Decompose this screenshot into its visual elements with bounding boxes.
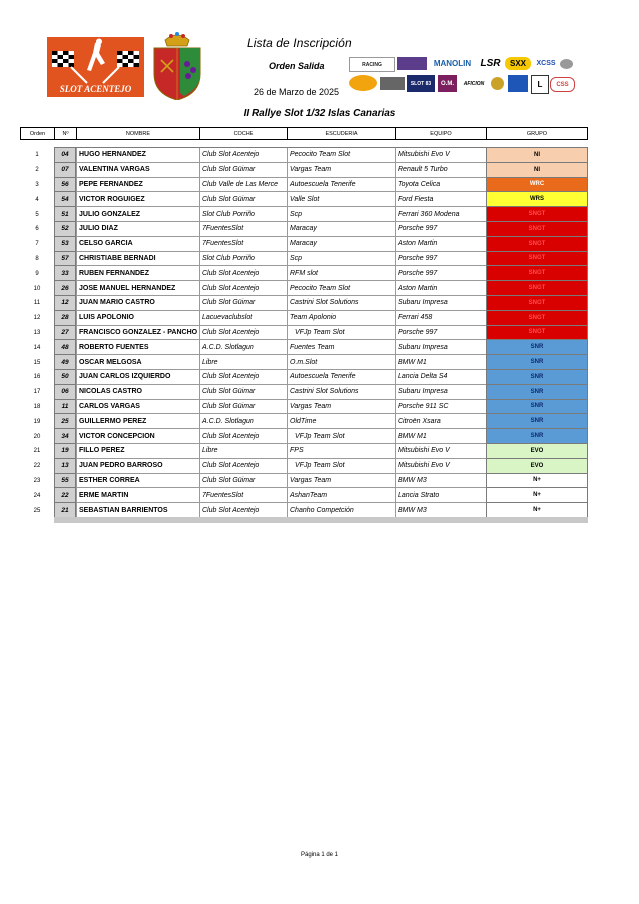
logo-text: SLOT ACENTEJO bbox=[59, 84, 132, 94]
sponsor-logo-gray bbox=[380, 77, 405, 90]
col-orden: Orden bbox=[20, 127, 54, 140]
cell-coche: Club Slot Güimar bbox=[199, 474, 287, 489]
cell-coche: Club Slot Acentejo bbox=[199, 429, 287, 444]
cell-coche: Club Slot Güimar bbox=[199, 400, 287, 415]
cell-nombre: JULIO DIAZ bbox=[76, 222, 199, 237]
cell-escuderia: Fuentes Team bbox=[287, 340, 395, 355]
table-row bbox=[0, 178, 639, 193]
cell-coche: A.C.D. Slotlagun bbox=[199, 340, 287, 355]
sponsor-logo-purple bbox=[397, 57, 427, 70]
coat-of-arms-icon bbox=[151, 30, 203, 100]
cell-orden: 23 bbox=[33, 477, 41, 484]
cell-escuderia: FPS bbox=[287, 444, 395, 459]
sponsor-logo-om bbox=[438, 75, 457, 92]
sponsor-text: O.M. bbox=[441, 80, 454, 87]
table-row bbox=[0, 222, 639, 237]
cell-coche: Libre bbox=[199, 355, 287, 370]
cell-grupo: N+ bbox=[486, 488, 588, 503]
cell-equipo: Porsche 997 bbox=[395, 326, 486, 341]
cell-equipo: Subaru Impresa bbox=[395, 296, 486, 311]
cell-orden: 12 bbox=[33, 315, 41, 322]
cell-escuderia: Maracay bbox=[287, 237, 395, 252]
cell-grupo: SNGT bbox=[486, 207, 588, 222]
event-title: II Rallye Slot 1/32 Islas Canarias bbox=[243, 108, 396, 119]
table-row bbox=[0, 474, 639, 489]
cell-num: 21 bbox=[54, 503, 76, 518]
cell-nombre: HUGO HERNANDEZ bbox=[76, 148, 199, 163]
cell-escuderia: Pecocito Team Slot bbox=[287, 281, 395, 296]
cell-nombre: NICOLAS CASTRO bbox=[76, 385, 199, 400]
cell-equipo: BMW M1 bbox=[395, 429, 486, 444]
cell-orden: 5 bbox=[35, 211, 39, 218]
cell-nombre: JULIO GONZALEZ bbox=[76, 207, 199, 222]
cell-grupo: EVO bbox=[486, 459, 588, 474]
sponsor-logo-racing bbox=[349, 57, 395, 72]
cell-num: 07 bbox=[54, 163, 76, 178]
sponsor-logo-aficion bbox=[460, 75, 488, 92]
cell-nombre: CHRISTIABE BERNADI bbox=[76, 252, 199, 267]
cell-grupo: SNGT bbox=[486, 222, 588, 237]
table-row bbox=[0, 370, 639, 385]
cell-equipo: Porsche 997 bbox=[395, 222, 486, 237]
cell-coche: 7FuentesSlot bbox=[199, 237, 287, 252]
cell-num: 19 bbox=[54, 444, 76, 459]
table-row bbox=[0, 429, 639, 444]
table-row bbox=[0, 444, 639, 459]
cell-orden: 4 bbox=[35, 196, 39, 203]
cell-nombre: VALENTINA VARGAS bbox=[76, 163, 199, 178]
cell-coche: A.C.D. Slotlagun bbox=[199, 414, 287, 429]
cell-coche: 7FuentesSlot bbox=[199, 488, 287, 503]
cell-nombre: PEPE FERNANDEZ bbox=[76, 178, 199, 193]
table-row bbox=[0, 207, 639, 222]
cell-escuderia: VFJp Team Slot bbox=[287, 326, 395, 341]
table-bottom-strip bbox=[54, 517, 588, 523]
cell-coche: Club Slot Güimar bbox=[199, 192, 287, 207]
page-subtitle: Orden Salida bbox=[269, 61, 325, 71]
sponsor-logo-slot83 bbox=[407, 75, 435, 92]
col-escuderia: ESCUDERIA bbox=[287, 127, 395, 140]
sponsor-logo-gold bbox=[491, 77, 504, 90]
cell-orden: 17 bbox=[33, 389, 41, 396]
cell-equipo: Mitsubishi Evo V bbox=[395, 444, 486, 459]
table-row bbox=[0, 503, 639, 518]
cell-grupo: SNR bbox=[486, 340, 588, 355]
cell-coche: Club Slot Acentejo bbox=[199, 459, 287, 474]
cell-equipo: Aston Martin bbox=[395, 281, 486, 296]
cell-escuderia: Autoescuela Tenerife bbox=[287, 370, 395, 385]
sponsor-logo-manolin bbox=[431, 57, 474, 70]
cell-grupo: SNGT bbox=[486, 252, 588, 267]
cell-num: 56 bbox=[54, 178, 76, 193]
cell-grupo: SNR bbox=[486, 355, 588, 370]
col-equipo: EQUIPO bbox=[395, 127, 486, 140]
cell-grupo: N+ bbox=[486, 474, 588, 489]
cell-nombre: JUAN PEDRO BARROSO bbox=[76, 459, 199, 474]
cell-nombre: JOSE MANUEL HERNANDEZ bbox=[76, 281, 199, 296]
cell-orden: 25 bbox=[33, 507, 41, 514]
cell-grupo: SNGT bbox=[486, 296, 588, 311]
cell-orden: 20 bbox=[33, 433, 41, 440]
cell-nombre: FILLO PEREZ bbox=[76, 444, 199, 459]
cell-equipo: Citroën Xsara bbox=[395, 414, 486, 429]
cell-equipo: Porsche 997 bbox=[395, 266, 486, 281]
slot-acentejo-logo bbox=[47, 37, 144, 97]
cell-num: 51 bbox=[54, 207, 76, 222]
sponsor-text: SLOT 83 bbox=[410, 80, 432, 87]
cell-equipo: Ferrari 360 Modena bbox=[395, 207, 486, 222]
cell-coche: 7FuentesSlot bbox=[199, 222, 287, 237]
cell-nombre: FRANCISCO GONZALEZ - PANCHO bbox=[76, 326, 199, 341]
cell-escuderia: VFJp Team Slot bbox=[287, 459, 395, 474]
cell-grupo: WRS bbox=[486, 192, 588, 207]
col-coche: COCHE bbox=[199, 127, 287, 140]
table-row bbox=[0, 281, 639, 296]
cell-orden: 9 bbox=[35, 270, 39, 277]
cell-orden: 1 bbox=[35, 152, 39, 159]
cell-equipo: BMW M3 bbox=[395, 474, 486, 489]
cell-escuderia: AshanTeam bbox=[287, 488, 395, 503]
cell-num: 26 bbox=[54, 281, 76, 296]
cell-orden: 8 bbox=[35, 255, 39, 262]
cell-grupo: SNR bbox=[486, 429, 588, 444]
table-row bbox=[0, 266, 639, 281]
cell-escuderia: Vargas Team bbox=[287, 400, 395, 415]
cell-coche: Club Slot Güimar bbox=[199, 163, 287, 178]
cell-coche: Club Slot Acentejo bbox=[199, 281, 287, 296]
cell-escuderia: RFM slot bbox=[287, 266, 395, 281]
cell-escuderia: VFJp Team Slot bbox=[287, 429, 395, 444]
cell-coche: Lacuevaclubslot bbox=[199, 311, 287, 326]
cell-nombre: GUILLERMO PEREZ bbox=[76, 414, 199, 429]
cell-num: 11 bbox=[54, 400, 76, 415]
cell-coche: Club Slot Acentejo bbox=[199, 148, 287, 163]
cell-equipo: Subaru Impresa bbox=[395, 385, 486, 400]
cell-num: 50 bbox=[54, 370, 76, 385]
col-nombre: NOMBRE bbox=[76, 127, 199, 140]
col-num: Nº bbox=[54, 127, 76, 140]
cell-num: 55 bbox=[54, 474, 76, 489]
cell-escuderia: Autoescuela Tenerife bbox=[287, 178, 395, 193]
table-row bbox=[0, 326, 639, 341]
cell-num: 04 bbox=[54, 148, 76, 163]
cell-escuderia: Pecocito Team Slot bbox=[287, 148, 395, 163]
cell-orden: 18 bbox=[33, 403, 41, 410]
cell-orden: 22 bbox=[33, 463, 41, 470]
cell-escuderia: Valle Slot bbox=[287, 192, 395, 207]
cell-coche: Club Valle de Las Merce bbox=[199, 178, 287, 193]
page-title: Lista de Inscripción bbox=[247, 36, 352, 50]
cell-num: 33 bbox=[54, 266, 76, 281]
cell-escuderia: Maracay bbox=[287, 222, 395, 237]
cell-coche: Slot Club Porriño bbox=[199, 207, 287, 222]
cell-equipo: Ford Fiesta bbox=[395, 192, 486, 207]
cell-orden: 3 bbox=[35, 181, 39, 188]
table-row bbox=[0, 340, 639, 355]
table-row bbox=[0, 192, 639, 207]
cell-num: 49 bbox=[54, 355, 76, 370]
sponsor-logo-sxx bbox=[505, 57, 531, 70]
cell-nombre: JUAN CARLOS IZQUIERDO bbox=[76, 370, 199, 385]
page-footer: Página 1 de 1 bbox=[300, 852, 339, 858]
cell-escuderia: Scp bbox=[287, 207, 395, 222]
cell-equipo: Lancia Strato bbox=[395, 488, 486, 503]
cell-nombre: SEBASTIAN BARRIENTOS bbox=[76, 503, 199, 518]
table-row bbox=[0, 459, 639, 474]
cell-nombre: OSCAR MELGOSA bbox=[76, 355, 199, 370]
sponsor-logo-css bbox=[550, 77, 575, 92]
cell-grupo: SNGT bbox=[486, 326, 588, 341]
cell-grupo: SNR bbox=[486, 414, 588, 429]
sponsor-logo-xcss bbox=[535, 57, 557, 70]
cell-orden: 7 bbox=[35, 241, 39, 248]
table-row bbox=[0, 355, 639, 370]
cell-grupo: WRC bbox=[486, 178, 588, 193]
cell-num: 28 bbox=[54, 311, 76, 326]
cell-nombre: JUAN MARIO CASTRO bbox=[76, 296, 199, 311]
cell-escuderia: Vargas Team bbox=[287, 474, 395, 489]
cell-equipo: Mitsubishi Evo V bbox=[395, 459, 486, 474]
cell-orden: 15 bbox=[33, 359, 41, 366]
cell-orden: 14 bbox=[33, 344, 41, 351]
sponsor-logo-lsr bbox=[478, 57, 503, 70]
cell-nombre: VICTOR ROGUIGEZ bbox=[76, 192, 199, 207]
cell-grupo: NI bbox=[486, 163, 588, 178]
cell-orden: 10 bbox=[33, 285, 41, 292]
cell-num: 48 bbox=[54, 340, 76, 355]
cell-num: 53 bbox=[54, 237, 76, 252]
table-row bbox=[0, 488, 639, 503]
sponsor-text: SXX bbox=[509, 59, 526, 68]
cell-grupo: N+ bbox=[486, 503, 588, 518]
sponsor-text: RACING bbox=[362, 61, 382, 68]
cell-coche: Slot Club Porriño bbox=[199, 252, 287, 267]
cell-nombre: CARLOS VARGAS bbox=[76, 400, 199, 415]
cell-orden: 24 bbox=[33, 492, 41, 499]
cell-equipo: Lancia Delta S4 bbox=[395, 370, 486, 385]
cell-equipo: BMW M1 bbox=[395, 355, 486, 370]
cell-num: 34 bbox=[54, 429, 76, 444]
cell-grupo: SNGT bbox=[486, 311, 588, 326]
cell-escuderia: Team Apolonio bbox=[287, 311, 395, 326]
cell-num: 52 bbox=[54, 222, 76, 237]
cell-coche: Club Slot Acentejo bbox=[199, 266, 287, 281]
cell-escuderia: Vargas Team bbox=[287, 163, 395, 178]
cell-orden: 16 bbox=[33, 374, 41, 381]
cell-orden: 13 bbox=[33, 329, 41, 336]
cell-equipo: Porsche 997 bbox=[395, 252, 486, 267]
sponsor-text: AFICION bbox=[463, 80, 485, 87]
cell-grupo: SNR bbox=[486, 370, 588, 385]
table-row bbox=[0, 296, 639, 311]
sponsor-logo-orange bbox=[349, 75, 377, 91]
cell-coche: Club Slot Güimar bbox=[199, 296, 287, 311]
sponsor-text: CSS bbox=[556, 81, 569, 88]
cell-coche: Club Slot Acentejo bbox=[199, 326, 287, 341]
sponsor-text: LSR bbox=[480, 58, 501, 69]
cell-nombre: VICTOR CONCEPCION bbox=[76, 429, 199, 444]
cell-escuderia: Scp bbox=[287, 252, 395, 267]
cell-escuderia: Castrini Slot Solutions bbox=[287, 296, 395, 311]
cell-nombre: RUBEN FERNANDEZ bbox=[76, 266, 199, 281]
cell-orden: 11 bbox=[33, 300, 41, 307]
cell-equipo: Porsche 911 SC bbox=[395, 400, 486, 415]
cell-escuderia: Castrini Slot Solutions bbox=[287, 385, 395, 400]
sponsor-logo-round bbox=[560, 59, 573, 69]
table-row bbox=[0, 311, 639, 326]
cell-nombre: ESTHER CORREA bbox=[76, 474, 199, 489]
cell-grupo: EVO bbox=[486, 444, 588, 459]
cell-grupo: SNR bbox=[486, 385, 588, 400]
cell-num: 57 bbox=[54, 252, 76, 267]
table-row bbox=[0, 400, 639, 415]
cell-equipo: Aston Martin bbox=[395, 237, 486, 252]
cell-coche: Club Slot Acentejo bbox=[199, 370, 287, 385]
cell-grupo: SNGT bbox=[486, 266, 588, 281]
cell-orden: 21 bbox=[33, 448, 41, 455]
cell-escuderia: OldTime bbox=[287, 414, 395, 429]
sponsor-text: MANOLIN bbox=[433, 59, 472, 68]
cell-num: 54 bbox=[54, 192, 76, 207]
cell-escuderia: Chanho Competción bbox=[287, 503, 395, 518]
sponsor-logo-l bbox=[531, 75, 549, 94]
table-row bbox=[0, 163, 639, 178]
cell-num: 06 bbox=[54, 385, 76, 400]
cell-nombre: LUIS APOLONIO bbox=[76, 311, 199, 326]
sponsor-text: L bbox=[537, 80, 543, 89]
table-row bbox=[0, 237, 639, 252]
cell-grupo: SNGT bbox=[486, 237, 588, 252]
table-row bbox=[0, 414, 639, 429]
cell-coche: Club Slot Acentejo bbox=[199, 503, 287, 518]
cell-equipo: BMW M3 bbox=[395, 503, 486, 518]
cell-coche: Libre bbox=[199, 444, 287, 459]
cell-equipo: Renault 5 Turbo bbox=[395, 163, 486, 178]
table-header bbox=[20, 127, 588, 140]
cell-equipo: Subaru Impresa bbox=[395, 340, 486, 355]
cell-nombre: ERME MARTIN bbox=[76, 488, 199, 503]
cell-orden: 19 bbox=[33, 418, 41, 425]
cell-grupo: SNGT bbox=[486, 281, 588, 296]
cell-nombre: ROBERTO FUENTES bbox=[76, 340, 199, 355]
table-row bbox=[0, 148, 639, 163]
cell-orden: 6 bbox=[35, 226, 39, 233]
cell-equipo: Toyota Celica bbox=[395, 178, 486, 193]
cell-grupo: SNR bbox=[486, 400, 588, 415]
cell-num: 27 bbox=[54, 326, 76, 341]
cell-escuderia: O.m.Slot bbox=[287, 355, 395, 370]
cell-equipo: Ferrari 458 bbox=[395, 311, 486, 326]
event-date: 26 de Marzo de 2025 bbox=[254, 87, 340, 97]
cell-grupo: NI bbox=[486, 148, 588, 163]
cell-num: 13 bbox=[54, 459, 76, 474]
cell-num: 22 bbox=[54, 488, 76, 503]
cell-equipo: Mitsubishi Evo V bbox=[395, 148, 486, 163]
cell-nombre: CELSO GARCIA bbox=[76, 237, 199, 252]
table-row bbox=[0, 252, 639, 267]
sponsor-text: XCSS bbox=[536, 60, 556, 67]
sponsor-logo-blue bbox=[508, 75, 528, 92]
table-row bbox=[0, 385, 639, 400]
cell-coche: Club Slot Güimar bbox=[199, 385, 287, 400]
cell-num: 25 bbox=[54, 414, 76, 429]
col-grupo: GRUPO bbox=[486, 127, 588, 140]
cell-num: 12 bbox=[54, 296, 76, 311]
cell-orden: 2 bbox=[35, 167, 39, 174]
